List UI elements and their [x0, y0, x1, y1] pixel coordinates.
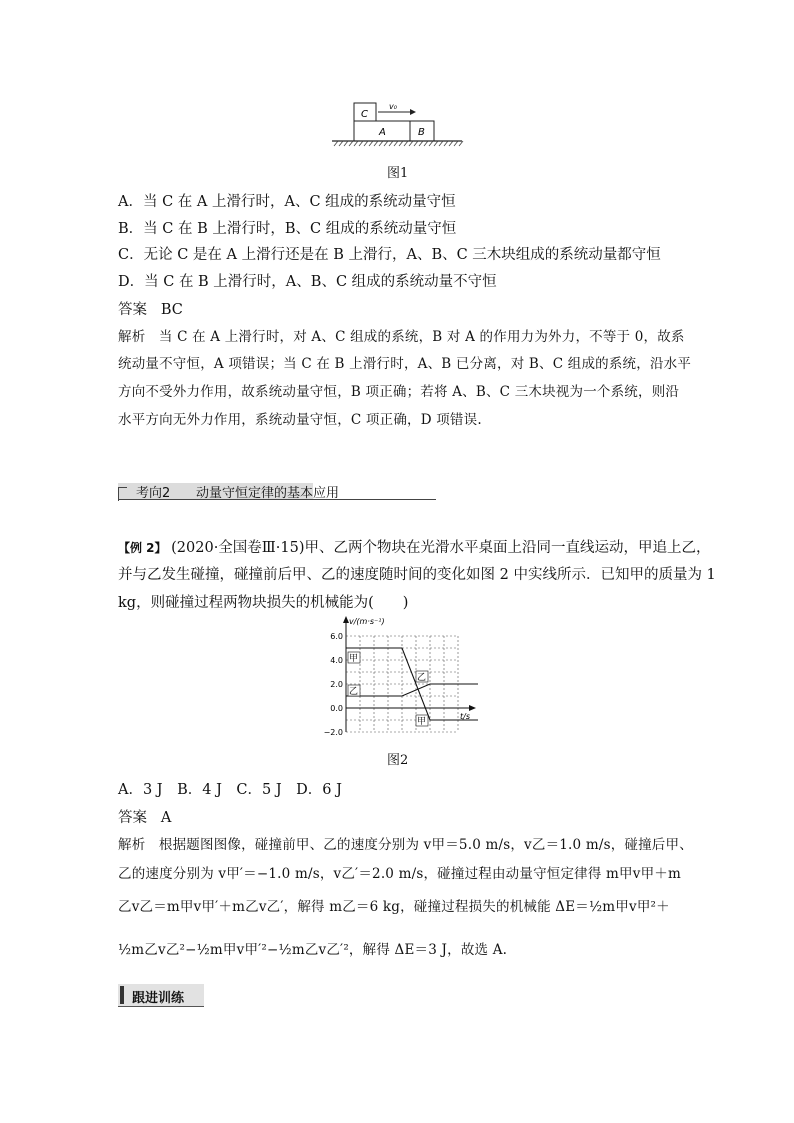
example2-analysis-line-3: 乙v乙＝m甲v甲′＋m乙v乙′，解得 m乙＝6 kg，碰撞过程损失的机械能 ΔE＝½m甲v甲²＋ — [118, 899, 670, 915]
block-b-label: B — [418, 127, 425, 138]
y-tick-label: 2.0 — [330, 680, 343, 689]
series-label-yi-right: 乙 — [417, 673, 427, 683]
q1-analysis-line-3: 方向不受外力作用，故系统动量守恒，B 项正确；若将 A、B、C 三木块视为一个系统，则沿 — [118, 384, 680, 400]
example2-answer-row — [118, 806, 171, 827]
example2-line-2: 并与乙发生碰撞，碰撞前后甲、乙的速度随时间的变化如图 2 中实线所示．已知甲的质量为 1 — [118, 567, 716, 583]
q1-analysis-line-4: 水平方向无外力作用，系统动量守恒，C 项正确，D 项错误. — [118, 412, 482, 428]
figure-2-caption: 图2 — [387, 753, 409, 768]
series-label-jia-left: 甲 — [349, 654, 359, 664]
section-tag: 考向2 — [136, 486, 171, 501]
hatch-stroke — [359, 141, 363, 146]
section-header-tick — [118, 487, 127, 501]
example2-analysis-line-2: 乙的速度分别为 v甲′＝−1.0 m/s，v乙′＝2.0 m/s，碰撞过程由动量守恒定律得 m甲v甲＋m — [118, 866, 681, 882]
q1-analysis-label: 解析 — [118, 329, 146, 345]
y-tick-label: 0.0 — [330, 704, 343, 713]
section-header — [118, 482, 436, 502]
hatch-stroke — [394, 141, 398, 146]
hatch-stroke — [389, 141, 393, 146]
example2-answer: A — [160, 810, 172, 826]
hatch-stroke — [384, 141, 388, 146]
hatch-stroke — [419, 141, 423, 146]
q1-option-b: B．当 C 在 B 上滑行时，B、C 组成的系统动量守恒 — [118, 221, 457, 237]
hatch-stroke — [399, 141, 403, 146]
example2-answer-label: 答案 — [118, 810, 147, 826]
q1-analysis-line-1 — [118, 325, 685, 345]
velocity-label: v₀ — [389, 102, 397, 111]
hatch-stroke — [434, 141, 438, 146]
velocity-arrowhead — [410, 109, 416, 115]
figure-1-caption: 图1 — [387, 166, 409, 181]
hatch-stroke — [414, 141, 418, 146]
hatch-stroke — [374, 141, 378, 146]
hatch-stroke — [354, 141, 358, 146]
section-title: 动量守恒定律的基本应用 — [196, 486, 340, 501]
block-c-label: C — [361, 109, 368, 120]
q1-answer: BC — [160, 302, 183, 318]
example2-analysis-text-1: 根据题图图像，碰撞前甲、乙的速度分别为 v甲＝5.0 m/s，v乙＝1.0 m/s，碰撞后甲、 — [158, 837, 693, 853]
example2-analysis-line-4: ½m乙v乙²−½m甲v甲′²−½m乙v乙′²，解得 ΔE＝3 J，故选 A. — [118, 942, 508, 958]
footer-title: 跟进训练 — [132, 991, 185, 1006]
example2-tag: 【例 2】 — [118, 541, 167, 555]
q1-option-a: A．当 C 在 A 上滑行时，A、C 组成的系统动量守恒 — [118, 194, 456, 210]
x-axis-label: t/s — [460, 712, 470, 721]
x-axis-arrow — [469, 705, 476, 711]
q1-analysis-text-1: 当 C 在 A 上滑行时，对 A、C 组成的系统，B 对 A 的作用力为外力，不等于 0，故系 — [158, 329, 685, 345]
q1-option-d: D．当 C 在 B 上滑行时，A、B、C 组成的系统动量不守恒 — [118, 274, 497, 290]
hatch-stroke — [444, 141, 448, 146]
hatch-stroke — [404, 141, 408, 146]
hatch-stroke — [424, 141, 428, 146]
footer-marker-icon — [120, 986, 124, 1004]
hatch-stroke — [449, 141, 453, 146]
y-tick-label: −2.0 — [323, 728, 343, 737]
series-label-yi-left: 乙 — [349, 687, 359, 697]
example2-analysis-label: 解析 — [118, 837, 146, 853]
example2-analysis-line-1 — [118, 833, 693, 853]
example2-line-3: kg，则碰撞过程两物块损失的机械能为( ) — [118, 595, 409, 611]
hatch-stroke — [454, 141, 458, 146]
example2-options: A．3 J B．4 J C．5 J D．6 J — [118, 782, 342, 798]
q1-answer-row — [118, 298, 183, 319]
example2-text-1: (2020·全国卷Ⅲ·15)甲、乙两个物块在光滑水平桌面上沿同一直线运动，甲追上乙， — [171, 540, 711, 556]
hatch-stroke — [334, 141, 338, 146]
series-label-jia-right: 甲 — [417, 717, 427, 727]
figure-1-blocks — [330, 98, 470, 158]
ground-hatch — [334, 141, 463, 146]
y-axis-label: v/(m·s⁻¹) — [349, 617, 385, 626]
q1-analysis-line-2: 统动量不守恒，A 项错误；当 C 在 B 上滑行时，A、B 已分离，对 B、C 组成的系统，沿水平 — [118, 356, 692, 372]
hatch-stroke — [379, 141, 383, 146]
hatch-stroke — [409, 141, 413, 146]
y-tick-label: 4.0 — [330, 656, 343, 665]
footer-header — [118, 984, 204, 1007]
y-tick-label: 6.0 — [330, 632, 343, 641]
hatch-stroke — [339, 141, 343, 146]
hatch-stroke — [369, 141, 373, 146]
q1-option-c: C．无论 C 是在 A 上滑行还是在 B 上滑行，A、B、C 三木块组成的系统动量都守恒 — [118, 247, 661, 263]
hatch-stroke — [349, 141, 353, 146]
hatch-stroke — [429, 141, 433, 146]
example2-line-1 — [118, 536, 711, 557]
block-a-label: A — [379, 127, 386, 138]
q1-answer-label: 答案 — [118, 302, 147, 318]
figure-2-chart — [318, 614, 478, 740]
hatch-stroke — [344, 141, 348, 146]
hatch-stroke — [439, 141, 443, 146]
hatch-stroke — [459, 141, 463, 146]
hatch-stroke — [364, 141, 368, 146]
